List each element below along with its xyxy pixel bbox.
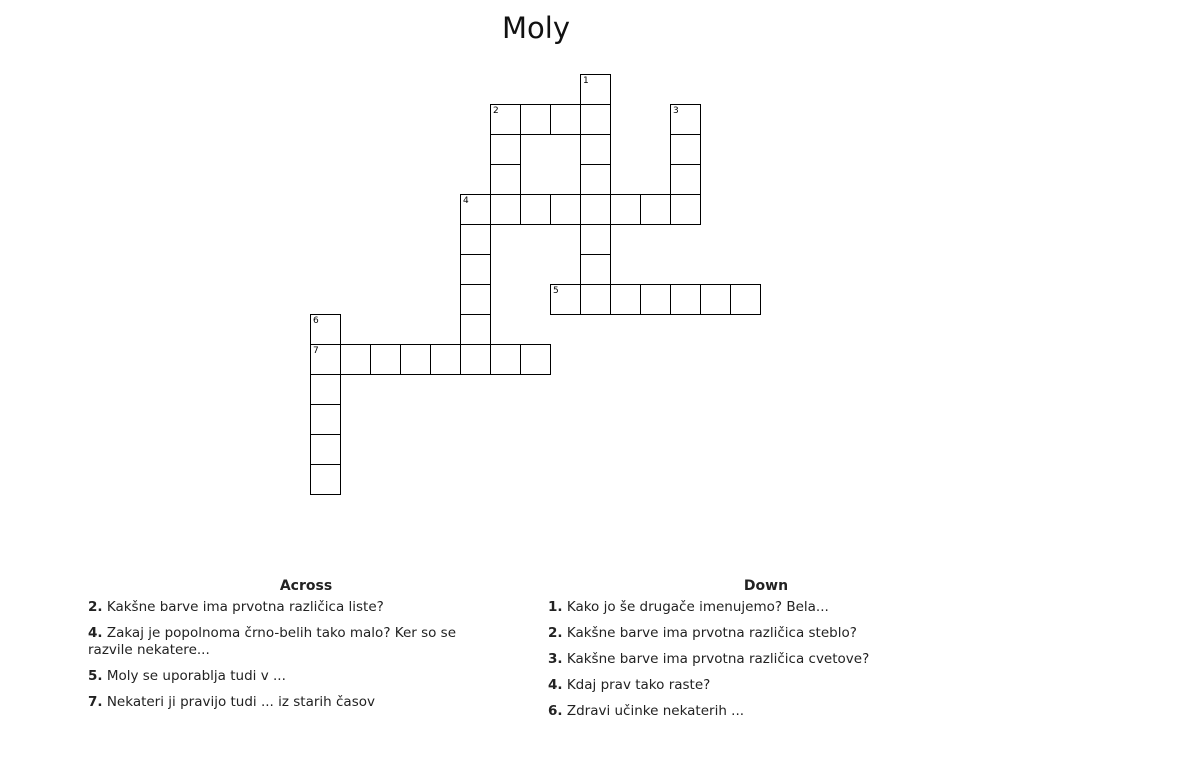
crossword-cell[interactable]: [310, 314, 341, 345]
clue-number: 6.: [548, 703, 563, 719]
crossword-cell[interactable]: [670, 164, 701, 195]
crossword-cell[interactable]: [520, 194, 551, 225]
crossword-cell[interactable]: [580, 134, 611, 165]
down-heading: Down: [743, 578, 789, 594]
crossword-cell[interactable]: [580, 194, 611, 225]
crossword-cell[interactable]: [700, 284, 731, 315]
crossword-cell[interactable]: [670, 104, 701, 135]
clue-number: 3.: [548, 651, 563, 667]
crossword-cell[interactable]: [460, 314, 491, 345]
clue-number-label: 6: [313, 316, 319, 326]
down-clue: [548, 599, 988, 616]
crossword-cell[interactable]: [550, 104, 581, 135]
across-heading: Across: [279, 578, 333, 594]
crossword-cell[interactable]: [580, 254, 611, 285]
across-clue: [88, 599, 488, 616]
crossword-cell[interactable]: [430, 344, 461, 375]
crossword-cell[interactable]: [580, 284, 611, 315]
across-clue: [88, 694, 488, 711]
crossword-cell[interactable]: [520, 104, 551, 135]
crossword-cell[interactable]: [310, 464, 341, 495]
across-clue: [88, 625, 488, 659]
crossword-cell[interactable]: [670, 194, 701, 225]
clue-number: 2.: [548, 625, 563, 641]
down-clue: [548, 625, 988, 642]
clue-number: 4.: [88, 625, 103, 641]
clue-text: Kakšne barve ima prvotna različica steblo?: [566, 625, 857, 641]
crossword-cell[interactable]: [670, 134, 701, 165]
crossword-cell[interactable]: [580, 164, 611, 195]
crossword-cell[interactable]: [310, 434, 341, 465]
clue-number-label: 1: [583, 76, 589, 86]
clue-number: 4.: [548, 677, 563, 693]
crossword-cell[interactable]: [460, 224, 491, 255]
clue-text: Nekateri ji pravijo tudi ... iz starih časov: [106, 694, 375, 710]
crossword-cell[interactable]: [490, 194, 521, 225]
clue-number-label: 2: [493, 106, 499, 116]
clue-number: 1.: [548, 599, 563, 615]
crossword-cell[interactable]: [460, 254, 491, 285]
crossword-cell[interactable]: [550, 194, 581, 225]
crossword-cell[interactable]: [610, 194, 641, 225]
crossword-cell[interactable]: [550, 284, 581, 315]
across-clues: [88, 577, 488, 720]
down-clue: [548, 677, 988, 694]
crossword-cell[interactable]: [400, 344, 431, 375]
clue-text: Kakšne barve ima prvotna različica cvetove?: [566, 651, 870, 667]
clue-number: 7.: [88, 694, 103, 710]
clue-text: Kako jo še drugače imenujemo? Bela...: [566, 599, 829, 615]
down-clues: [548, 577, 988, 729]
crossword-cell[interactable]: [490, 164, 521, 195]
clue-text: Kakšne barve ima prvotna različica liste?: [106, 599, 384, 615]
crossword-cell[interactable]: [730, 284, 761, 315]
clue-number-label: 7: [313, 346, 319, 356]
crossword-cell[interactable]: [580, 74, 611, 105]
clue-number-label: 3: [673, 106, 679, 116]
crossword-cell[interactable]: [640, 194, 671, 225]
crossword-cell[interactable]: [340, 344, 371, 375]
crossword-cell[interactable]: [460, 194, 491, 225]
clue-text: Kdaj prav tako raste?: [566, 677, 711, 693]
crossword-cell[interactable]: [490, 104, 521, 135]
clue-text: Zdravi učinke nekaterih ...: [566, 703, 745, 719]
page-title: Moly: [502, 11, 570, 45]
crossword-cell[interactable]: [490, 134, 521, 165]
across-clue: [88, 668, 488, 685]
crossword-cell[interactable]: [670, 284, 701, 315]
crossword-cell[interactable]: [460, 284, 491, 315]
clue-text: Zakaj je popolnoma črno-belih tako malo? Ker so se razvile nekatere...: [88, 625, 457, 658]
crossword-cell[interactable]: [580, 104, 611, 135]
crossword-cell[interactable]: [370, 344, 401, 375]
down-clue: [548, 651, 988, 668]
crossword-cell[interactable]: [490, 344, 521, 375]
crossword-cell[interactable]: [460, 344, 491, 375]
crossword-cell[interactable]: [580, 224, 611, 255]
crossword-cell[interactable]: [640, 284, 671, 315]
clue-number: 2.: [88, 599, 103, 615]
clue-number-label: 4: [463, 196, 469, 206]
crossword-cell[interactable]: [310, 374, 341, 405]
crossword-cell[interactable]: [520, 344, 551, 375]
down-clue: [548, 703, 988, 720]
crossword-cell[interactable]: [310, 404, 341, 435]
crossword-cell[interactable]: [610, 284, 641, 315]
clue-number: 5.: [88, 668, 103, 684]
clue-text: Moly se uporablja tudi v ...: [106, 668, 286, 684]
crossword-cell[interactable]: [310, 344, 341, 375]
clue-number-label: 5: [553, 286, 559, 296]
